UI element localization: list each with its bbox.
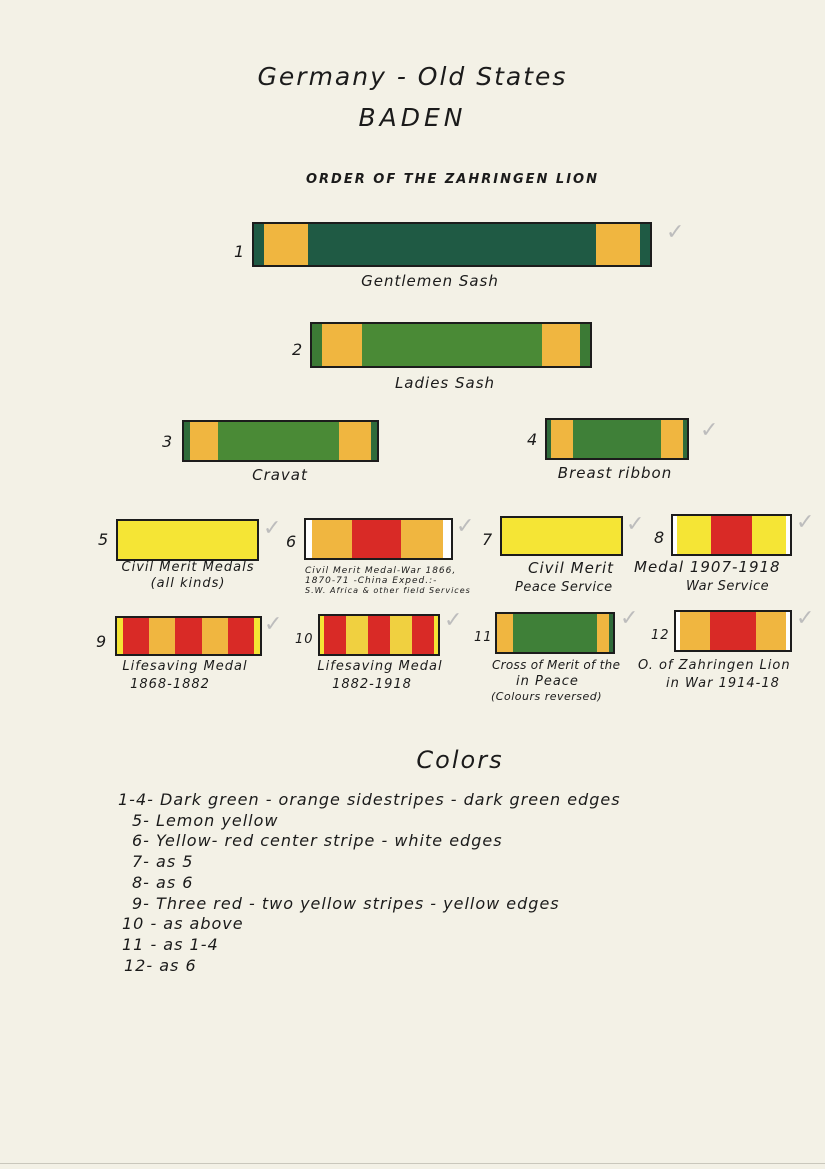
ribbon-number-11: 11 (474, 630, 493, 645)
ribbon-caption-8a: Medal 1907-1918 (634, 558, 781, 576)
ribbon-caption-7b: Peace Service (515, 580, 613, 595)
check-mark-icon: ✓ (796, 510, 815, 535)
ribbon-7-civil-merit-peace (500, 516, 623, 556)
ribbon-number-1: 1 (234, 242, 246, 261)
ribbon-caption-5b: (all kinds) (150, 576, 226, 591)
ribbon-number-9: 9 (96, 632, 108, 651)
check-mark-icon: ✓ (456, 514, 475, 539)
ribbon-number-2: 2 (292, 340, 304, 359)
ribbon-9-lifesaving-1868 (115, 616, 262, 656)
ribbon-caption-9b: 1868-1882 (130, 677, 210, 692)
legend-line: 9- Three red - two yellow stripes - yellow edges (132, 893, 560, 913)
ribbon-8-medal-war-service (671, 514, 792, 556)
check-mark-icon: ✓ (626, 512, 645, 537)
ribbon-caption-9a: Lifesaving Medal (122, 659, 248, 674)
ribbon-caption-6a: Civil Merit Medal-War 1866, (305, 566, 457, 576)
ribbon-3-cravat (182, 420, 379, 462)
check-mark-icon: ✓ (700, 418, 719, 443)
ribbon-number-8: 8 (654, 528, 666, 547)
ribbon-4-breast-ribbon (545, 418, 689, 460)
ribbon-6-civil-merit-war (304, 518, 453, 560)
ribbon-caption-3: Cravat (252, 466, 308, 484)
ribbon-caption-10a: Lifesaving Medal (317, 659, 443, 674)
ribbon-caption-6c: S.W. Africa & other field Services (305, 586, 471, 595)
ribbon-caption-7a: Civil Merit (528, 559, 615, 577)
ribbon-caption-8b: War Service (686, 579, 770, 594)
ribbon-number-7: 7 (482, 530, 494, 549)
ribbon-number-3: 3 (162, 432, 174, 451)
legend-line: 7- as 5 (132, 852, 194, 872)
ribbon-12-zahringen-war (674, 610, 792, 652)
ribbon-number-6: 6 (286, 532, 298, 551)
ribbon-caption-4: Breast ribbon (557, 464, 673, 482)
ribbon-number-10: 10 (295, 632, 314, 647)
ribbon-caption-11b: in Peace (516, 674, 579, 689)
ribbon-caption-11c: (Colours reversed) (491, 690, 603, 703)
check-mark-icon: ✓ (263, 516, 282, 541)
ribbon-10-lifesaving-1882 (318, 614, 440, 656)
legend-line: 1-4- Dark green - orange sidestripes - dark green edges (118, 790, 621, 809)
ribbon-number-5: 5 (98, 530, 110, 549)
order-title: ORDER OF THE ZAHRINGEN LION (306, 172, 599, 187)
legend-line: 5- Lemon yellow (132, 810, 279, 830)
page-title: Germany - Old States (257, 62, 568, 91)
colors-title: Colors (416, 746, 504, 774)
colors-legend (118, 790, 621, 976)
ribbon-caption-12b: in War 1914-18 (666, 676, 780, 691)
ribbon-5-civil-merit-medals (116, 519, 259, 561)
ribbon-caption-10b: 1882-1918 (332, 677, 412, 692)
check-mark-icon: ✓ (666, 220, 685, 245)
ribbon-caption-2: Ladies Sash (394, 374, 496, 392)
legend-line: 11 - as 1-4 (122, 934, 219, 954)
ribbon-1-gentlemen-sash (252, 222, 652, 267)
ribbon-number-12: 12 (651, 628, 670, 643)
legend-line: 8- as 6 (132, 872, 194, 892)
ribbon-11-cross-of-merit (495, 612, 615, 654)
check-mark-icon: ✓ (444, 608, 463, 633)
ribbon-caption-5a: Civil Merit Medals (121, 560, 255, 575)
check-mark-icon: ✓ (264, 612, 283, 637)
ribbon-number-4: 4 (527, 430, 539, 449)
page-bottom-edge (0, 1163, 825, 1164)
legend-line: 10 - as above (122, 914, 244, 934)
check-mark-icon: ✓ (796, 606, 815, 631)
check-mark-icon: ✓ (620, 606, 639, 631)
legend-line: 12- as 6 (124, 955, 197, 975)
ribbon-2-ladies-sash (310, 322, 592, 368)
ribbon-caption-1: Gentlemen Sash (361, 272, 499, 290)
legend-line: 6- Yellow- red center stripe - white edges (132, 831, 503, 851)
ribbon-caption-11a: Cross of Merit of the (492, 658, 621, 672)
ribbon-caption-6b: 1870-71 -China Exped.:- (305, 576, 438, 586)
ribbon-caption-12a: O. of Zahringen Lion (638, 658, 791, 673)
state-title: BADEN (358, 103, 467, 132)
